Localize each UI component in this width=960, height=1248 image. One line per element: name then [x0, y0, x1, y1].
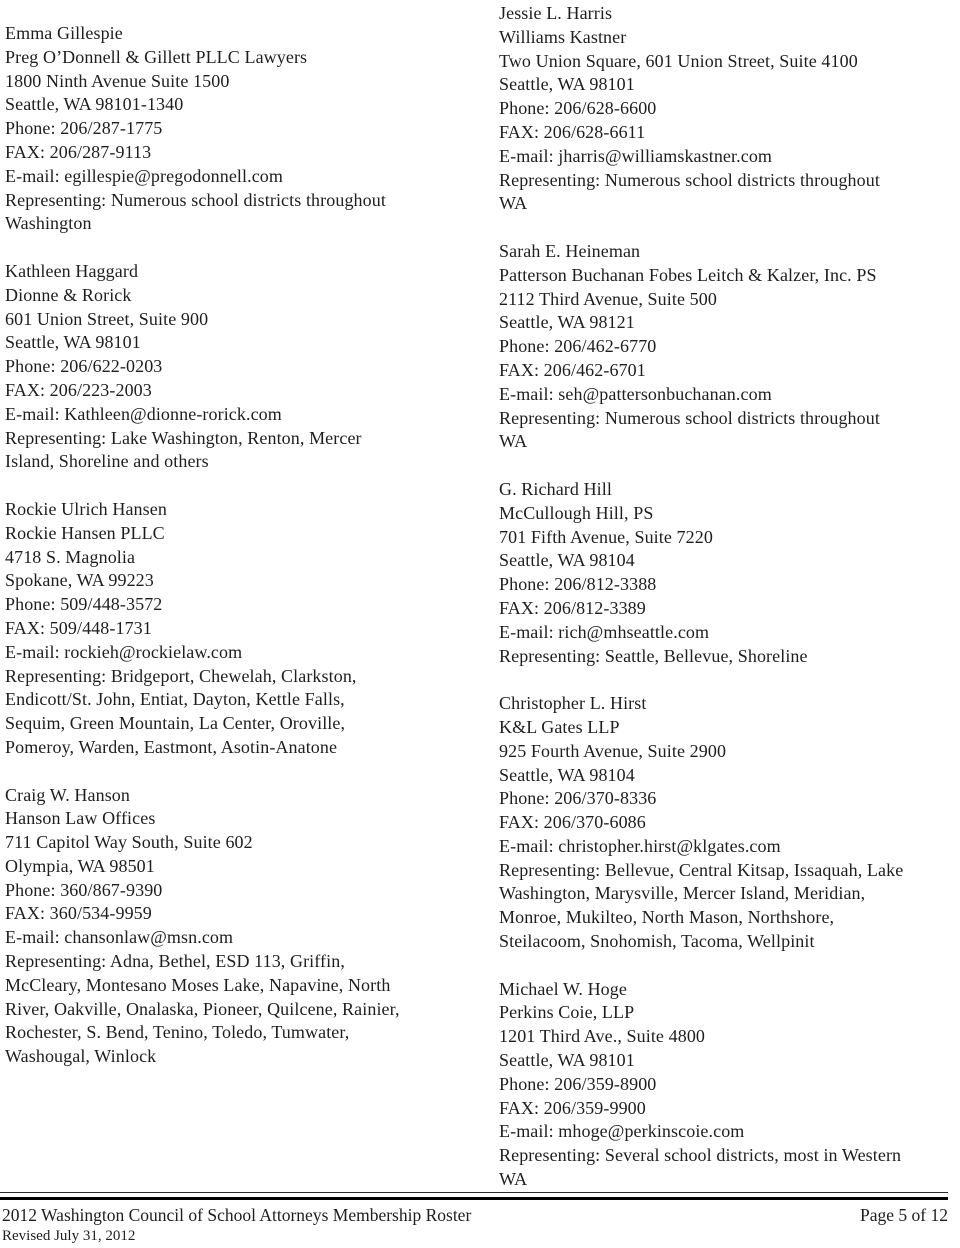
entry-line: Endicott/St. John, Entiat, Dayton, Kettle Falls, [5, 689, 345, 710]
member-name: Craig W. Hanson [5, 784, 130, 805]
entry-line: 601 Union Street, Suite 900 [5, 308, 209, 329]
entry-line: Representing: Numerous school districts throughout [499, 407, 880, 428]
entry-line: E-mail: egillespie@pregodonnell.com [5, 165, 283, 186]
entry-line: K&L Gates LLP [499, 716, 620, 737]
member-entry [499, 2, 957, 216]
entry-line: Representing: Numerous school districts throughout [499, 169, 880, 190]
member-entry [5, 498, 477, 760]
footer-roster-title: 2012 Washington Council of School Attorneys Membership Roster [2, 1205, 472, 1225]
member-entry [5, 260, 477, 474]
entry-line: FAX: 206/462-6701 [499, 359, 646, 380]
member-name: Jessie L. Harris [499, 3, 613, 23]
entry-line: E-mail: christopher.hirst@klgates.com [499, 835, 781, 856]
entry-line: E-mail: rockieh@rockielaw.com [5, 641, 243, 662]
entry-line: Preg O’Donnell & Gillett PLLC Lawyers [5, 46, 308, 67]
member-name: G. Richard Hill [499, 478, 612, 499]
member-entry [499, 692, 957, 954]
member-name: Rockie Ulrich Hansen [5, 498, 167, 519]
entry-line: FAX: 509/448-1731 [5, 617, 152, 638]
entry-line: Island, Shoreline and others [5, 451, 209, 472]
member-name: Christopher L. Hirst [499, 693, 647, 714]
entry-line: Monroe, Mukilteo, North Mason, Northshore, [499, 907, 835, 928]
entry-line: FAX: 206/287-9113 [5, 141, 152, 162]
entry-line: FAX: 206/812-3389 [499, 597, 646, 618]
entry-line: 1800 Ninth Avenue Suite 1500 [5, 70, 230, 91]
entry-line: Spokane, WA 99223 [5, 570, 154, 591]
entry-line: Seattle, WA 98104 [499, 550, 635, 571]
entry-line: FAX: 206/370-6086 [499, 812, 646, 833]
member-name: Sarah E. Heineman [499, 240, 641, 261]
entry-line: Seattle, WA 98101 [499, 74, 635, 95]
footer-rule-thin [0, 1192, 948, 1193]
entry-line: Seattle, WA 98101 [499, 1050, 635, 1071]
entry-line: Hanson Law Offices [5, 808, 156, 829]
entry-line: Representing: Several school districts, most in Western [499, 1145, 902, 1166]
entry-line: Seattle, WA 98101-1340 [5, 94, 184, 115]
entry-line: Two Union Square, 601 Union Street, Suite 4100 [499, 50, 858, 71]
entry-line: FAX: 206/628-6611 [499, 121, 646, 142]
entry-line: Washington [5, 213, 92, 234]
member-entry [5, 22, 477, 236]
entry-line: Sequim, Green Mountain, La Center, Oroville, [5, 713, 346, 734]
entry-line: McCleary, Montesano Moses Lake, Napavine, North [5, 974, 391, 995]
entry-line: Rockie Hansen PLLC [5, 522, 165, 543]
entry-line: Phone: 360/867-9390 [5, 879, 163, 900]
entry-line: Representing: Numerous school districts throughout [5, 189, 386, 210]
entry-line: Seattle, WA 98121 [499, 312, 635, 333]
entry-line: E-mail: Kathleen@dionne-rorick.com [5, 403, 282, 424]
entry-line: 925 Fourth Avenue, Suite 2900 [499, 740, 727, 761]
entry-line: Phone: 206/812-3388 [499, 574, 657, 595]
entry-line: WA [499, 193, 528, 214]
footer-revised-date: Revised July 31, 2012 [2, 1228, 136, 1244]
member-entry [499, 240, 957, 454]
entry-line: 711 Capitol Way South, Suite 602 [5, 832, 253, 853]
entry-line: Seattle, WA 98104 [499, 764, 635, 785]
entry-line: Washington, Marysville, Mercer Island, Meridian, [499, 883, 866, 904]
entry-line: WA [499, 1169, 528, 1190]
entry-line: Perkins Coie, LLP [499, 1002, 635, 1023]
entry-line: FAX: 206/359-9900 [499, 1097, 646, 1118]
right-column [499, 2, 957, 1216]
entry-line: McCullough Hill, PS [499, 502, 654, 523]
footer-rule-thick [0, 1197, 948, 1200]
entry-line: Phone: 509/448-3572 [5, 594, 163, 615]
entry-line: Representing: Lake Washington, Renton, Mercer [5, 427, 362, 448]
entry-line: 2112 Third Avenue, Suite 500 [499, 288, 717, 309]
entry-line: Phone: 206/359-8900 [499, 1073, 657, 1094]
entry-line: 701 Fifth Avenue, Suite 7220 [499, 526, 713, 547]
member-entry [499, 478, 957, 668]
left-column [5, 22, 477, 1093]
entry-line: Patterson Buchanan Fobes Leitch & Kalzer, Inc. PS [499, 264, 877, 285]
entry-line: Seattle, WA 98101 [5, 332, 141, 353]
entry-line: Representing: Bridgeport, Chewelah, Clarkston, [5, 665, 357, 686]
entry-line: Phone: 206/462-6770 [499, 336, 657, 357]
member-name: Michael W. Hoge [499, 978, 627, 999]
member-entry [499, 978, 957, 1192]
entry-line: Pomeroy, Warden, Eastmont, Asotin-Anatone [5, 736, 338, 757]
entry-line: E-mail: chansonlaw@msn.com [5, 927, 234, 948]
entry-line: Dionne & Rorick [5, 284, 132, 305]
entry-line: E-mail: mhoge@perkinscoie.com [499, 1121, 745, 1142]
entry-line: 4718 S. Magnolia [5, 546, 136, 567]
footer-page-number: Page 5 of 12 [860, 1205, 948, 1225]
entry-line: E-mail: rich@mhseattle.com [499, 621, 710, 642]
entry-line: Washougal, Winlock [5, 1046, 157, 1067]
entry-line: Phone: 206/287-1775 [5, 118, 163, 139]
entry-line: FAX: 360/534-9959 [5, 903, 152, 924]
member-name: Kathleen Haggard [5, 260, 139, 281]
entry-line: Rochester, S. Bend, Tenino, Toledo, Tumwater, [5, 1022, 350, 1043]
entry-line: Phone: 206/370-8336 [499, 788, 657, 809]
member-entry [5, 784, 477, 1070]
entry-line: FAX: 206/223-2003 [5, 379, 152, 400]
entry-line: Phone: 206/622-0203 [5, 356, 163, 377]
member-name: Emma Gillespie [5, 23, 123, 43]
entry-line: E-mail: seh@pattersonbuchanan.com [499, 383, 772, 404]
entry-line: E-mail: jharris@williamskastner.com [499, 145, 773, 166]
entry-line: Phone: 206/628-6600 [499, 98, 657, 119]
entry-line: Representing: Seattle, Bellevue, Shoreline [499, 645, 808, 666]
entry-line: Steilacoom, Snohomish, Tacoma, Wellpinit [499, 931, 815, 952]
entry-line: 1201 Third Ave., Suite 4800 [499, 1026, 706, 1047]
entry-line: Williams Kastner [499, 26, 627, 47]
entry-line: Representing: Adna, Bethel, ESD 113, Griffin, [5, 951, 345, 972]
entry-line: Representing: Bellevue, Central Kitsap, Issaquah, Lake [499, 859, 904, 880]
entry-line: WA [499, 431, 528, 452]
entry-line: Olympia, WA 98501 [5, 855, 155, 876]
entry-line: River, Oakville, Onalaska, Pioneer, Quilcene, Rainier, [5, 998, 400, 1019]
